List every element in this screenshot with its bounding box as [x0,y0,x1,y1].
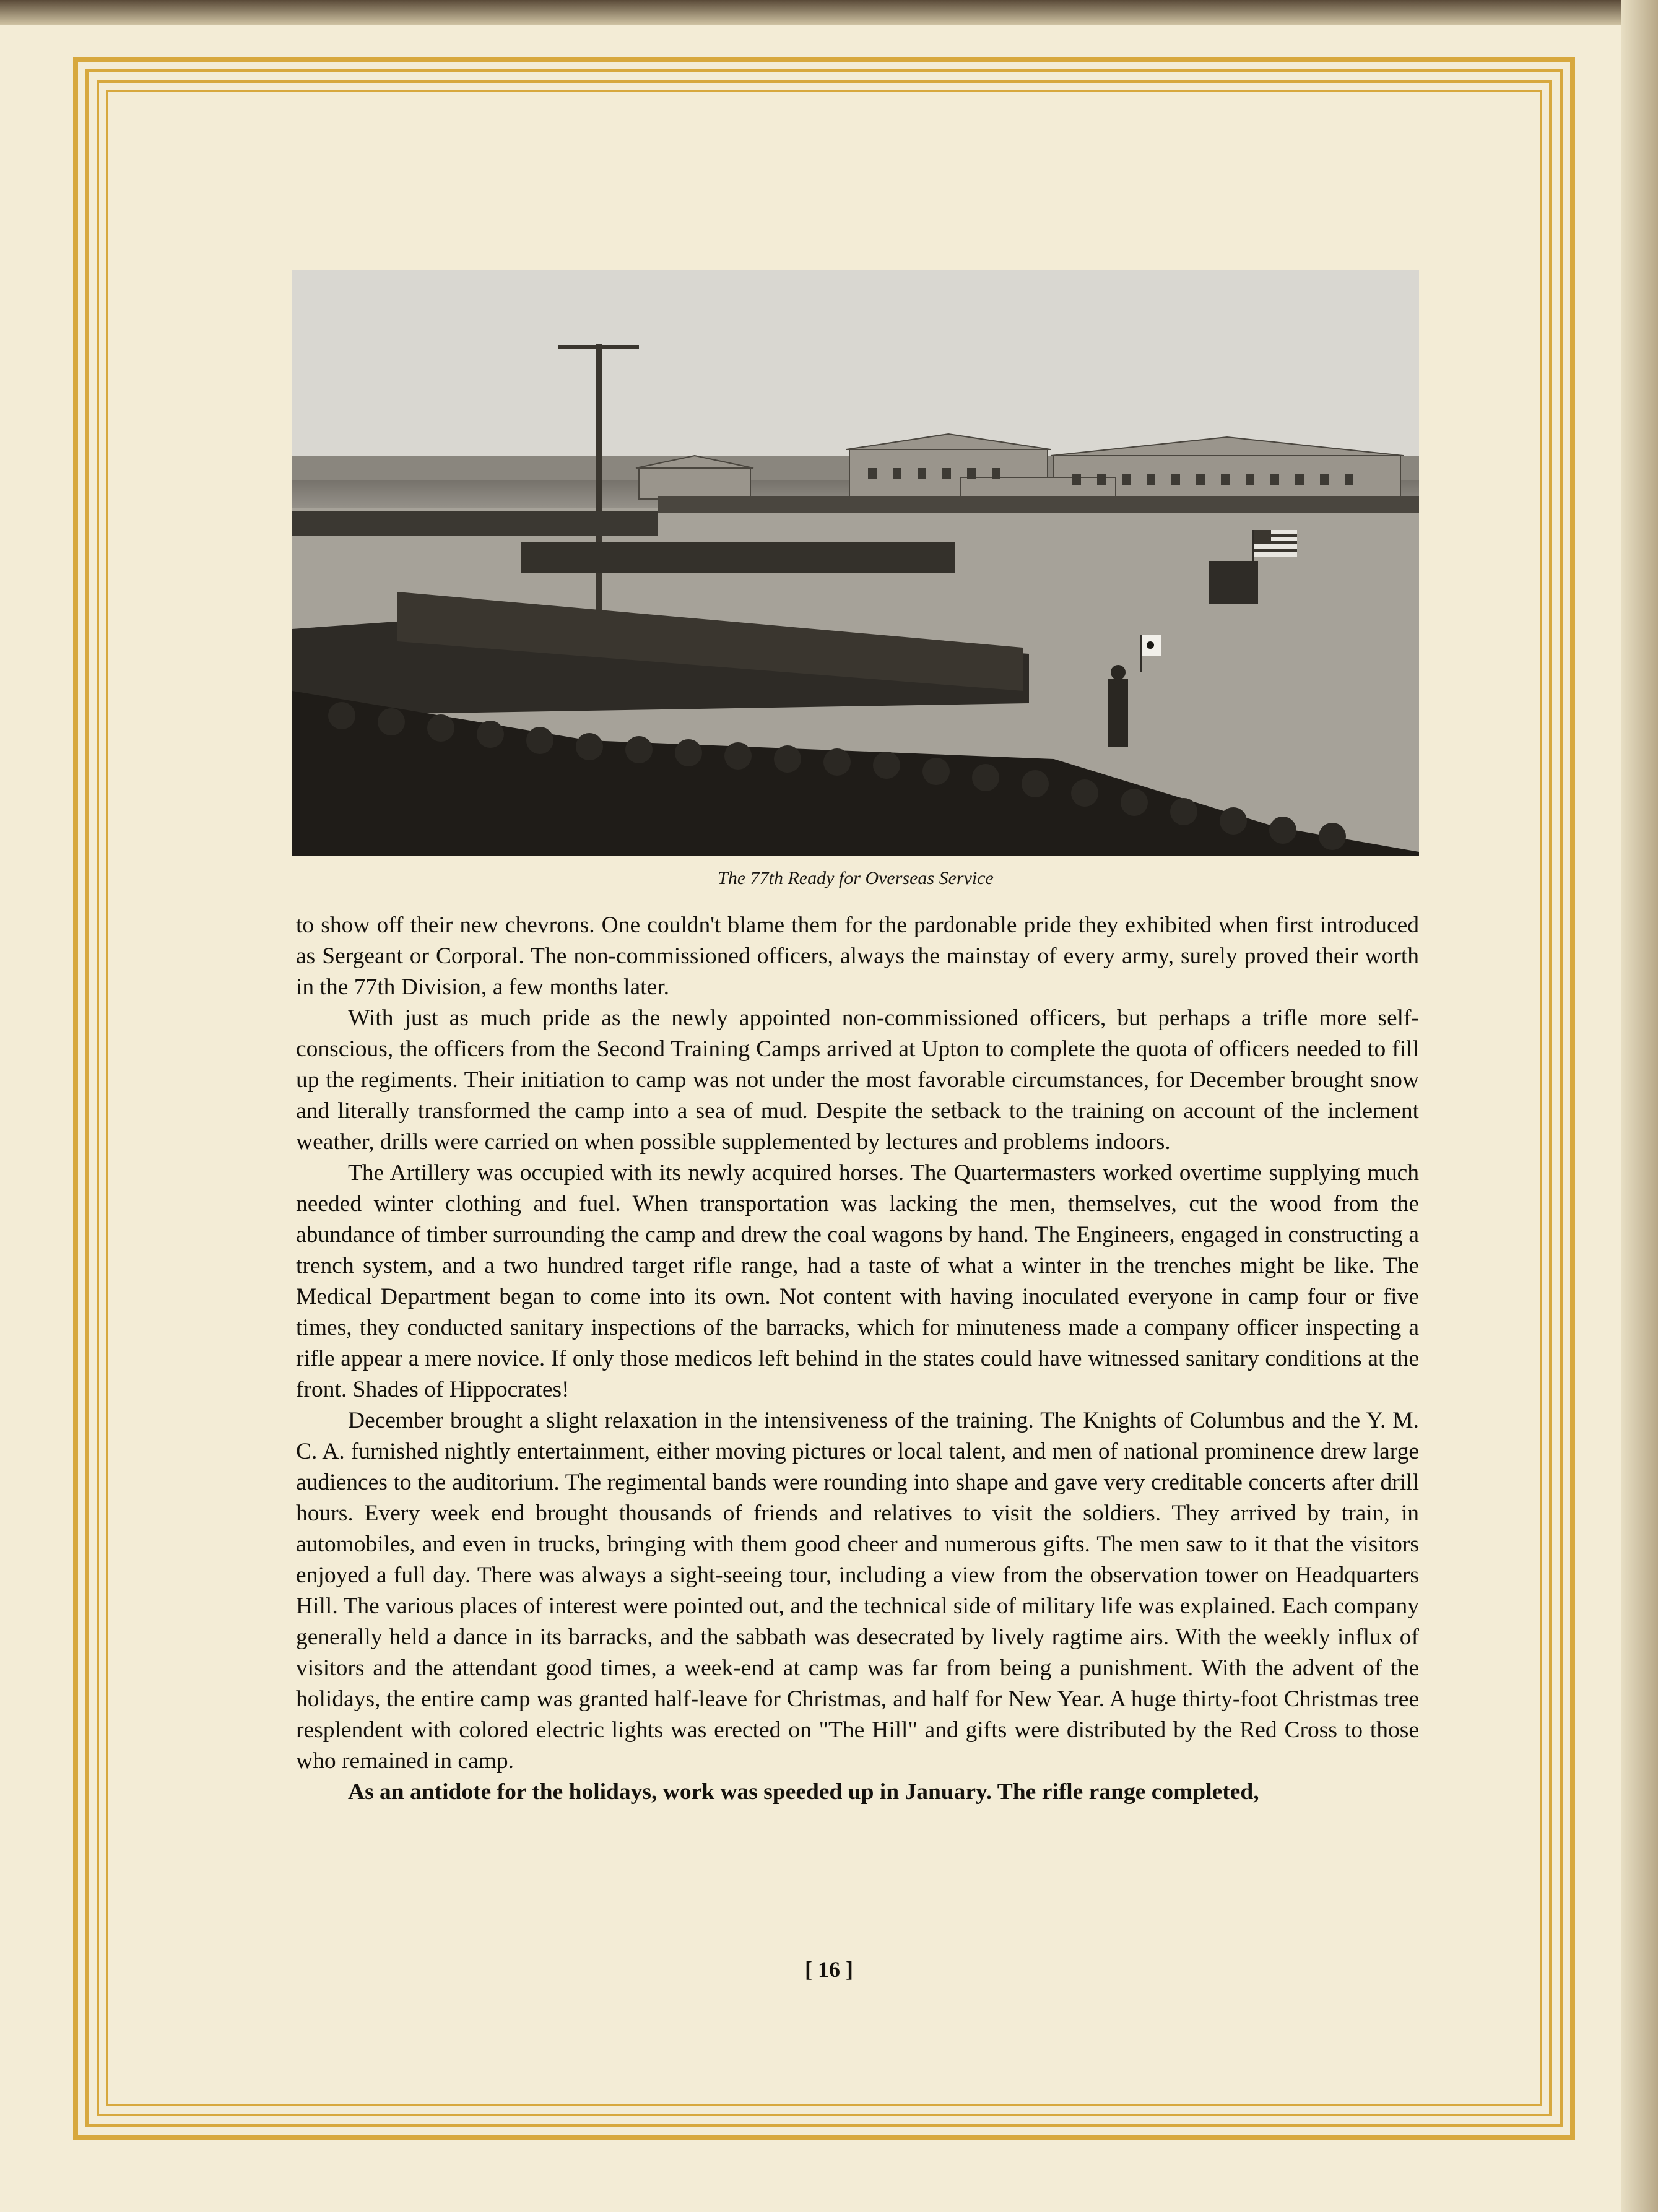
parade-photo [292,270,1419,856]
article-body [296,910,1419,1808]
page-right-edge [1621,0,1658,2212]
paragraph-2: With just as much pride as the newly appointed non-commissioned officers, but perhaps a trifle more self-conscious, the officers from the Second Training Camps arrived at Upton to complete the quota of officers needed to fill up the regiments. Their initiation to camp was not under the most favorable circumstances, for December brought snow and literally transformed the camp into a sea of mud. Despite the setback to the training on account of the inclement weather, drills were carried on when possible supplemented by lectures and problems indoors. [296,1005,1419,1155]
page-number: [ 16 ] [805,1957,853,1982]
paragraph-4: December brought a slight relaxation in the intensiveness of the training. The Knights of Columbus and the Y. M. C. A. furnished nightly entertainment, either moving pictures or local talent, and men of national prominence drew large audiences to the auditorium. The regimental bands were rounding into shape and gave very creditable concerts after drill hours. Every week end brought thousands of friends and relatives to visit the soldiers. They arrived by train, in automobiles, and even in trucks, bringing with them good cheer and numerous gifts. The men saw to it that the visitors enjoyed a full day. There was always a sight-seeing tour, including a view from the observation tower on Headquarters Hill. The various places of interest were pointed out, and the technical side of military life was explained. Each company generally held a dance in its barracks, and the sabbath was desecrated by lively ragtime airs. With the weekly influx of visitors and the attendant good times, a week-end at camp was far from being a punishment. With the advent of the holidays, the entire camp was granted half-leave for Christmas, and half for New Year. A huge thirty-foot Christmas tree resplendent with colored electric lights was erected on "The Hill" and gifts were distributed by the Red Cross to those who remained in camp. [296,1408,1419,1774]
paragraph-5: As an antidote for the holidays, work was speeded up in January. The rifle range completed, [348,1779,1259,1805]
photo-caption: The 77th Ready for Overseas Service [718,868,994,888]
page-top-edge [0,0,1658,25]
paragraph-1: to show off their new chevrons. One couldn't blame them for the pardonable pride they exhibited when first introduced as Sergeant or Corporal. The non-commissioned officers, always the mainstay of every army, surely proved their worth in the 77th Division, a few months later. [296,913,1419,1000]
parade-photo-icon [292,270,1419,856]
paragraph-3: The Artillery was occupied with its newly acquired horses. The Quartermasters worked overtime supplying much needed winter clothing and fuel. When transportation was lacking the men, themselves, cut the wood from the abundance of timber surrounding the camp and drew the coal wagons by hand. The Engineers, engaged in constructing a trench system, and a two hundred target rifle range, had a taste of what a winter in the trenches might be like. The Medical Department began to come into its own. Not content with having inoculated everyone in camp four or five times, they conducted sanitary inspections of the barracks, which for minuteness made a company officer inspecting a rifle appear a mere novice. If only those medicos left behind in the states could have witnessed sanitary conditions at the front. Shades of Hippocrates! [296,1160,1419,1402]
